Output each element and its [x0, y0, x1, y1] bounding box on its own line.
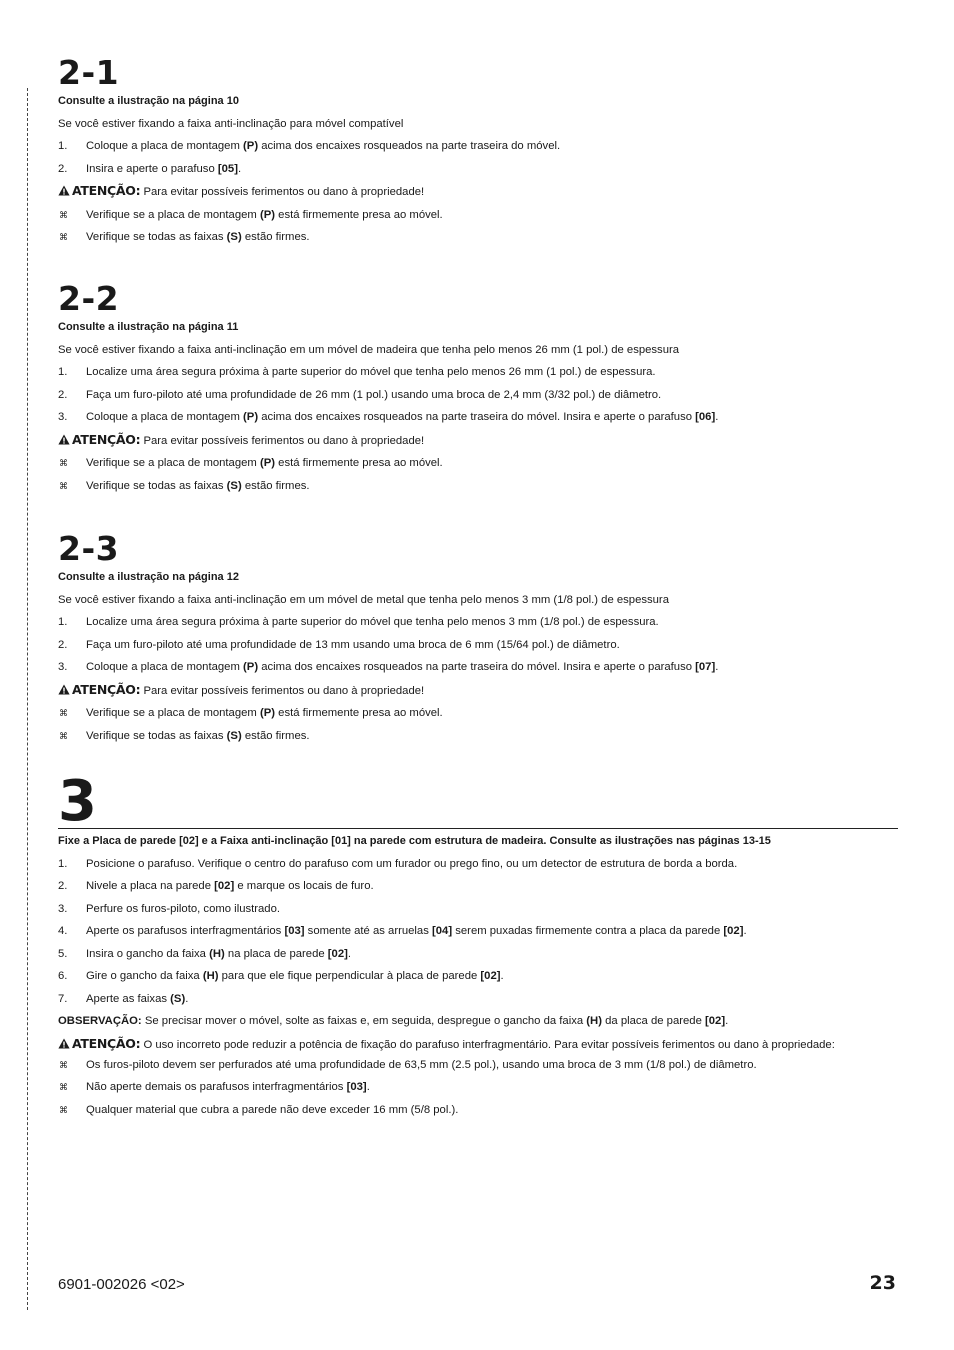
bullet-icon: ⌘: [59, 708, 68, 718]
bullet-item: ⌘ Os furos-piloto devem ser perfurados até uma profundidade de 63,5 mm (2.5 pol.), usando uma broca de 3 mm (1/8 pol.) de diâmetro.: [59, 1058, 757, 1071]
section-3: [58, 769, 898, 1117]
step-item: 3. Coloque a placa de montagem (P) acima dos encaixes rosqueados na parte traseira do móvel. Insira e aperte o parafuso [07].: [58, 661, 719, 673]
section-2-2: [58, 279, 898, 493]
bullet-item: ⌘ Não aperte demais os parafusos interfragmentários [03].: [59, 1081, 370, 1093]
note-line: OBSERVAÇÃO: Se precisar mover o móvel, solte as faixas e, em seguida, despregue o gancho da faixa (H) da placa de parede [02].: [58, 1015, 729, 1027]
step-item: 1. Posicione o parafuso. Verifique o centro do parafuso com um furador ou prego fino, ou um detector de estrutura de borda a borda.: [58, 857, 738, 870]
step-item: 1. Localize uma área segura próxima à parte superior do móvel que tenha pelo menos 3 mm (1/8 pol.) de espessura.: [58, 616, 659, 628]
bullet-item: ⌘ Qualquer material que cubra a parede não deve exceder 16 mm (5/8 pol.).: [59, 1103, 459, 1116]
bullet-icon: ⌘: [59, 730, 68, 741]
intro-text: Se você estiver fixando a faixa anti-inclinação em um móvel de madeira que tenha pelo menos 26 mm (1 pol.) de espessura: [58, 343, 680, 356]
step-item: 7. Aperte as faixas (S).: [58, 992, 189, 1005]
bullet-icon: ⌘: [59, 1059, 68, 1070]
bullet-item: ⌘ Verifique se a placa de montagem (P) está firmemente presa ao móvel.: [59, 707, 443, 719]
bullet-item: ⌘ Verifique se todas as faixas (S) estão firmes.: [59, 479, 310, 492]
section-heading: 2-2: [58, 279, 120, 318]
step-item: 2. Faça um furo-piloto até uma profundidade de 26 mm (1 pol.) usando uma broca de 2,4 mm (3/32 pol.) de diâmetro.: [58, 388, 662, 401]
step-item: 1. Localize uma área segura próxima à parte superior do móvel que tenha pelo menos 26 mm (1 pol.) de espessura.: [58, 366, 656, 378]
illustration-reference: Consulte a ilustração na página 10: [58, 95, 239, 107]
step-item: 6. Gire o gancho da faixa (H) para que ele fique perpendicular à placa de parede [02].: [58, 970, 504, 982]
bullet-icon: ⌘: [59, 209, 68, 220]
warning-line: ATENÇÃO: Para evitar possíveis ferimentos ou dano à propriedade!: [58, 184, 898, 199]
bullet-item: ⌘ Verifique se a placa de montagem (P) está firmemente presa ao móvel.: [59, 457, 443, 469]
warning-line: ATENÇÃO: Para evitar possíveis ferimentos ou dano à propriedade!: [58, 683, 898, 698]
warning-triangle-icon: [58, 434, 70, 445]
illustration-reference: Consulte a ilustração na página 12: [58, 571, 239, 583]
step-item: 3. Coloque a placa de montagem (P) acima dos encaixes rosqueados na parte traseira do móvel. Insira e aperte o parafuso [06].: [58, 411, 719, 423]
document-code: 6901-002026 <02>: [58, 1276, 185, 1293]
warning-line: ATENÇÃO: O uso incorreto pode reduzir a potência de fixação do parafuso interfragmentário. Para evitar possíveis ferimentos ou dano à propriedade:: [58, 1037, 898, 1052]
section-2-1: [58, 53, 898, 244]
page-number: 23: [869, 1272, 896, 1294]
step-item: 4. Aperte os parafusos interfragmentários [03] somente até as arruelas [04] serem puxadas firmemente contra a placa da parede [02].: [58, 925, 747, 937]
bullet-icon: ⌘: [59, 1104, 68, 1115]
bullet-icon: ⌘: [59, 458, 68, 468]
section-heading: 2-3: [58, 529, 120, 568]
bullet-item: ⌘ Verifique se a placa de montagem (P) está firmemente presa ao móvel.: [59, 208, 443, 221]
warning-triangle-icon: [58, 185, 70, 196]
section-heading: 2-1: [58, 53, 120, 92]
bullet-item: ⌘ Verifique se todas as faixas (S) estão firmes.: [59, 729, 310, 742]
bullet-item: ⌘ Verifique se todas as faixas (S) estão firmes.: [59, 231, 310, 243]
step-item: 2. Insira e aperte o parafuso [05].: [58, 162, 242, 175]
section-2-3: [58, 529, 898, 743]
illustration-reference: Consulte a ilustração na página 11: [58, 321, 239, 333]
cut-line: [27, 88, 28, 1310]
intro-text: Se você estiver fixando a faixa anti-inclinação em um móvel de metal que tenha pelo menos 3 mm (1/8 pol.) de espessura: [58, 593, 669, 606]
warning-triangle-icon: [58, 1038, 70, 1049]
illustration-reference: Fixe a Placa de parede [02] e a Faixa anti-inclinação [01] na parede com estrutura de madeira. Consulte as ilustrações nas páginas 13-15: [58, 835, 771, 847]
step-item: 1. Coloque a placa de montagem (P) acima dos encaixes rosqueados na parte traseira do móvel.: [58, 140, 561, 152]
step-item: 2. Faça um furo-piloto até uma profundidade de 13 mm usando uma broca de 6 mm (15/64 pol.) de diâmetro.: [58, 638, 620, 651]
step-item: 2. Nivele a placa na parede [02] e marque os locais de furo.: [58, 880, 374, 892]
warning-triangle-icon: [58, 684, 70, 695]
section-heading: 3: [58, 776, 898, 829]
step-item: 3. Perfure os furos-piloto, como ilustrado.: [58, 902, 281, 915]
intro-text: Se você estiver fixando a faixa anti-inclinação para móvel compatível: [58, 117, 404, 130]
bullet-icon: ⌘: [59, 232, 68, 242]
warning-line: ATENÇÃO: Para evitar possíveis ferimentos ou dano à propriedade!: [58, 433, 898, 448]
bullet-icon: ⌘: [59, 1082, 68, 1092]
step-item: 5. Insira o gancho da faixa (H) na placa de parede [02].: [58, 947, 352, 960]
bullet-icon: ⌘: [59, 480, 68, 491]
